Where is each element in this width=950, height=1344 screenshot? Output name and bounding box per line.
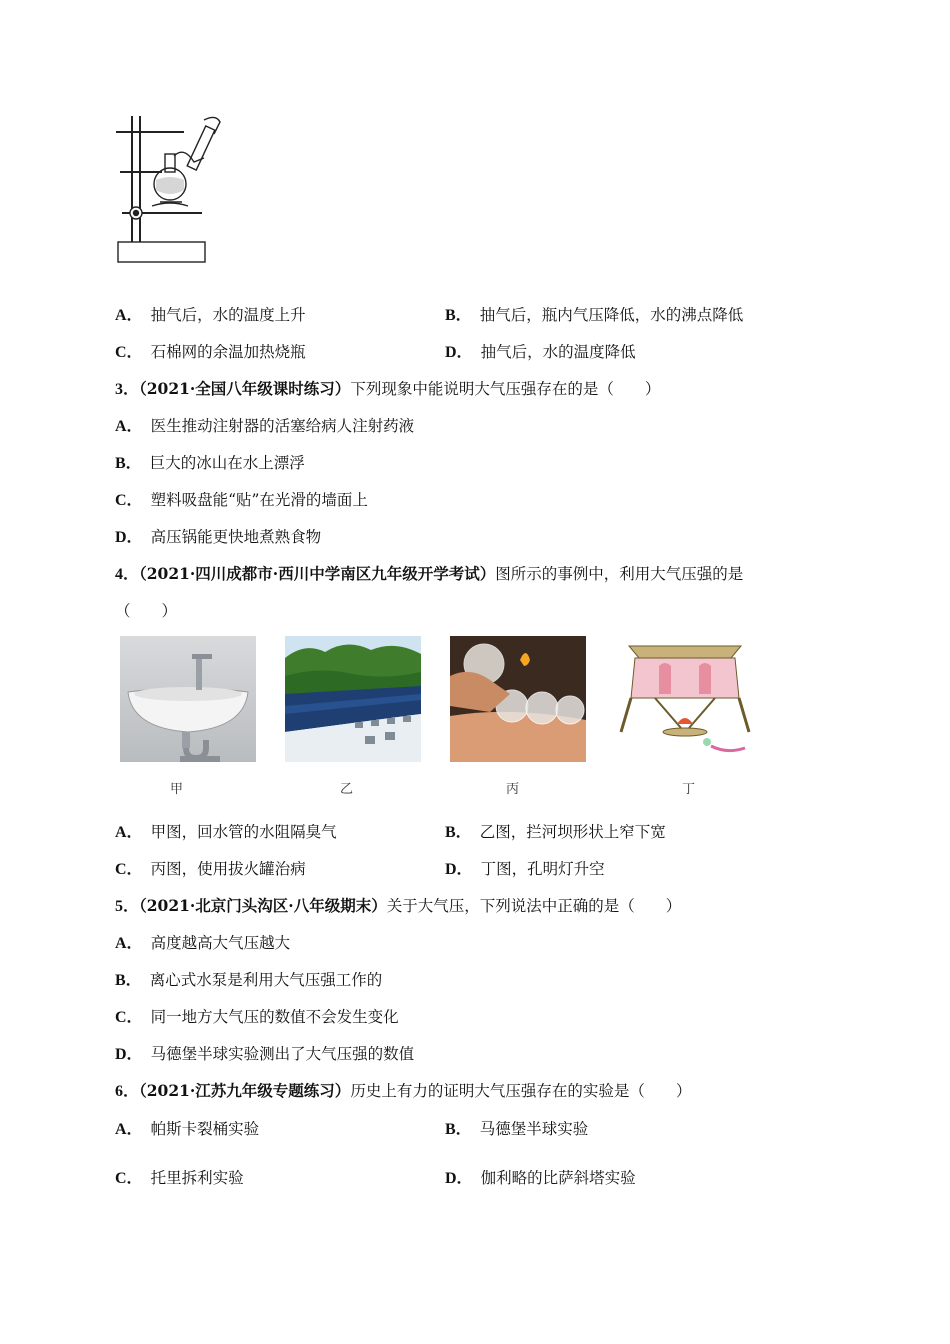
q4-option-a[interactable]: A． 甲图，回水管的水阻隔臭气: [115, 823, 337, 841]
q3-option-d[interactable]: D． 高压锅能更快地煮熟食物: [115, 528, 322, 546]
q6-option-d[interactable]: D． 伽利略的比萨斜塔实验: [445, 1169, 636, 1187]
q2-option-d[interactable]: D． 抽气后，水的温度降低: [445, 343, 636, 361]
cupping-picture: [450, 636, 586, 762]
q6-stem: 6．（2021·江苏九年级专题练习）历史上有力的证明大气压强存在的实验是（ ）: [115, 1081, 692, 1100]
q2-option-c[interactable]: C． 石棉网的余温加热烧瓶: [115, 343, 306, 361]
dam-picture: [285, 636, 421, 762]
q3-stem: 3．（2021·全国八年级课时练习）下列现象中能说明大气压强存在的是（ ）: [115, 379, 661, 398]
q4-stem: 4．（2021·四川成都市·西川中学南区九年级开学考试）图所示的事例中，利用大气压强的是: [115, 564, 744, 583]
q5-option-d[interactable]: D． 马德堡半球实验测出了大气压强的数值: [115, 1045, 415, 1063]
q2-option-b[interactable]: B． 抽气后，瓶内气压降低，水的沸点降低: [445, 306, 744, 324]
apparatus-figure: [112, 110, 227, 266]
q5-option-a[interactable]: A． 高度越高大气压越大: [115, 934, 291, 952]
q2-option-a[interactable]: A． 抽气后，水的温度上升: [115, 306, 306, 324]
caption-ding: 丁: [682, 782, 696, 797]
q4-option-d[interactable]: D． 丁图，孔明灯升空: [445, 860, 605, 878]
caption-bing: 丙: [506, 782, 520, 797]
caption-jia: 甲: [170, 782, 184, 797]
q6-option-a[interactable]: A． 帕斯卡裂桶实验: [115, 1120, 260, 1138]
q6-option-c[interactable]: C． 托里拆利实验: [115, 1169, 244, 1187]
q3-option-a[interactable]: A． 医生推动注射器的活塞给病人注射药液: [115, 417, 415, 435]
q4-option-b[interactable]: B． 乙图，拦河坝形状上窄下宽: [445, 823, 666, 841]
q3-option-c[interactable]: C． 塑料吸盘能“贴”在光滑的墙面上: [115, 491, 368, 509]
q4-option-c[interactable]: C． 丙图，使用拔火罐治病: [115, 860, 306, 878]
q3-option-b[interactable]: B． 巨大的冰山在水上漂浮: [115, 454, 305, 472]
q5-option-b[interactable]: B． 离心式水泵是利用大气压强工作的: [115, 971, 383, 989]
kongming-lantern-picture: [615, 636, 755, 762]
caption-yi: 乙: [340, 782, 354, 797]
q5-stem: 5．（2021·北京门头沟区·八年级期末）关于大气压，下列说法中正确的是（ ）: [115, 896, 682, 915]
washbasin-picture: [120, 636, 256, 762]
q6-option-b[interactable]: B． 马德堡半球实验: [445, 1120, 589, 1138]
q5-option-c[interactable]: C． 同一地方大气压的数值不会发生变化: [115, 1008, 399, 1026]
q4-stem-bracket: （ ）: [115, 602, 178, 620]
